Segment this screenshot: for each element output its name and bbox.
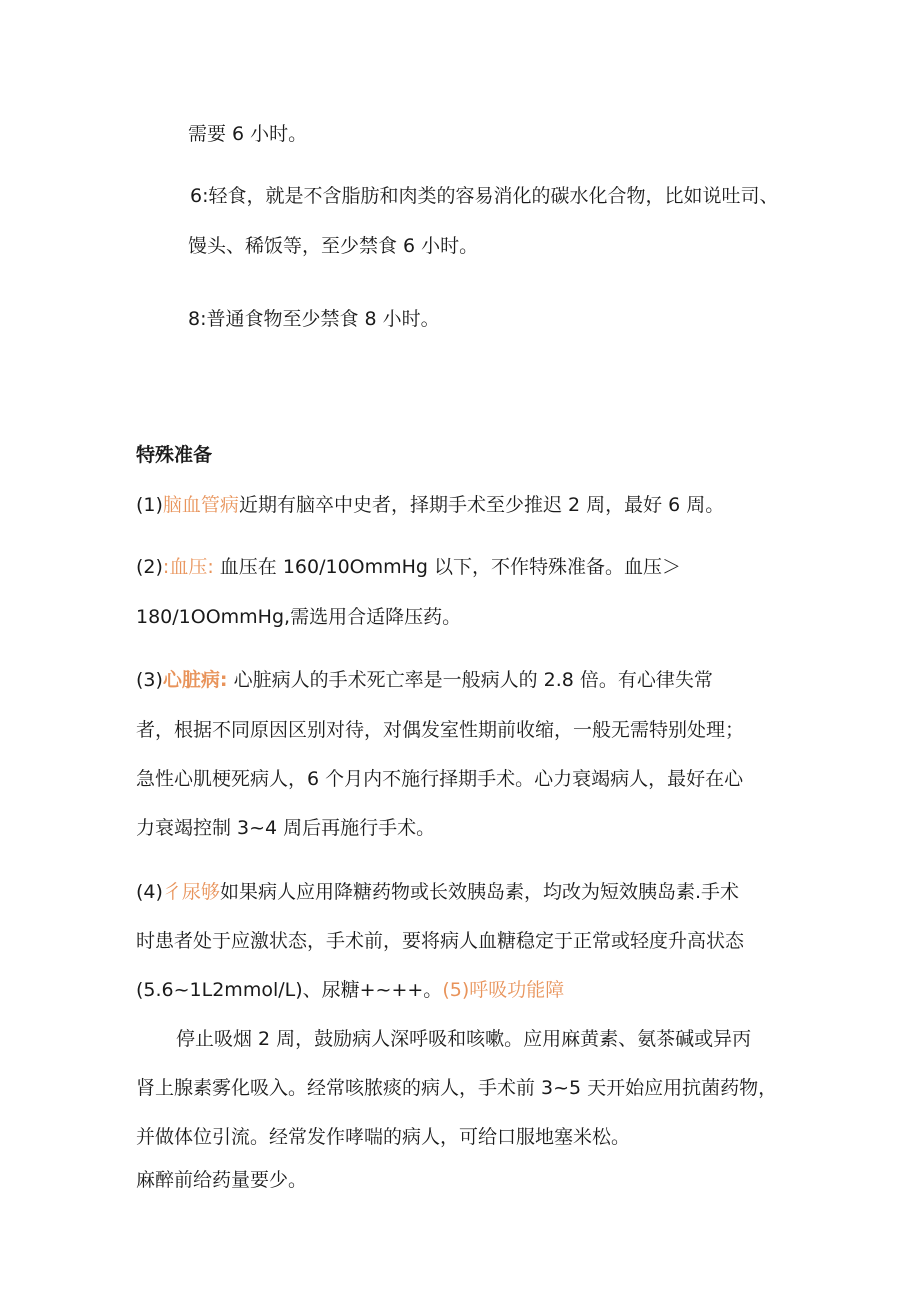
- item-label: 心脏病:: [162, 669, 228, 691]
- item-label: 脑血管病: [162, 494, 239, 516]
- text-line: 需要 6 小时。: [188, 123, 308, 145]
- text-line: 力衰竭控制 3~4 周后再施行手术。: [136, 817, 436, 839]
- item-prefix: (3): [136, 669, 163, 691]
- item-label: 彳尿够: [162, 881, 220, 903]
- item-text: 心脏病人的手术死亡率是一般病人的 2.8 倍。有心律失常: [227, 669, 713, 691]
- item-prefix: (1): [136, 494, 163, 516]
- text-line: 6:轻食，就是不含脂肪和肉类的容易消化的碳水化合物，比如说吐司、: [190, 185, 779, 207]
- text-line: 肾上腺素雾化吸入。经常咳脓痰的病人，手术前 3~5 天开始应用抗菌药物，: [136, 1077, 778, 1099]
- text-line: 停止吸烟 2 周，鼓励病人深呼吸和咳嗽。应用麻黄素、氨茶碱或异丙: [176, 1028, 752, 1050]
- text-line: 8:普通食物至少禁食 8 小时。: [188, 308, 440, 330]
- item-text: (5.6~1L2mmol∕L)、尿糖+~++。: [136, 979, 443, 1001]
- item-label: :血压:: [162, 556, 214, 578]
- paragraph-3: [136, 667, 713, 693]
- item-prefix: (4): [136, 881, 163, 903]
- item-text: 如果病人应用降糖药物或长效胰岛素，均改为短效胰岛素.手术: [219, 881, 739, 903]
- text-line: 麻醉前给药量要少。: [136, 1169, 308, 1191]
- text-line: 馒头、稀饭等，至少禁食 6 小时。: [188, 235, 479, 257]
- text-line: 时患者处于应激状态，手术前，要将病人血糖稳定于正常或轻度升高状态: [136, 930, 745, 952]
- paragraph-2: [136, 554, 681, 580]
- item-text: 血压在 160/10OmmHg 以下，不作特殊准备。血压＞: [213, 556, 682, 578]
- paragraph-4-line-3: [136, 977, 564, 1003]
- section-title: 特殊准备: [136, 444, 213, 466]
- text-line: 者，根据不同原因区别对待，对偶发室性期前收缩，一般无需特别处理；: [136, 719, 745, 741]
- item-text: 近期有脑卒中史者，择期手术至少推迟 2 周，最好 6 周。: [238, 494, 725, 516]
- item-label: (5)呼吸功能障: [442, 979, 565, 1001]
- item-prefix: (2): [136, 556, 163, 578]
- paragraph-4: [136, 879, 739, 905]
- text-line: 180/1OOmmHg,需选用合适降压药。: [136, 606, 462, 628]
- text-line: 并做体位引流。经常发作哮喘的病人，可给口服地塞米松。: [136, 1126, 631, 1148]
- text-line: 急性心肌梗死病人，6 个月内不施行择期手术。心力衰竭病人，最好在心: [136, 768, 744, 790]
- paragraph-1: [136, 492, 724, 518]
